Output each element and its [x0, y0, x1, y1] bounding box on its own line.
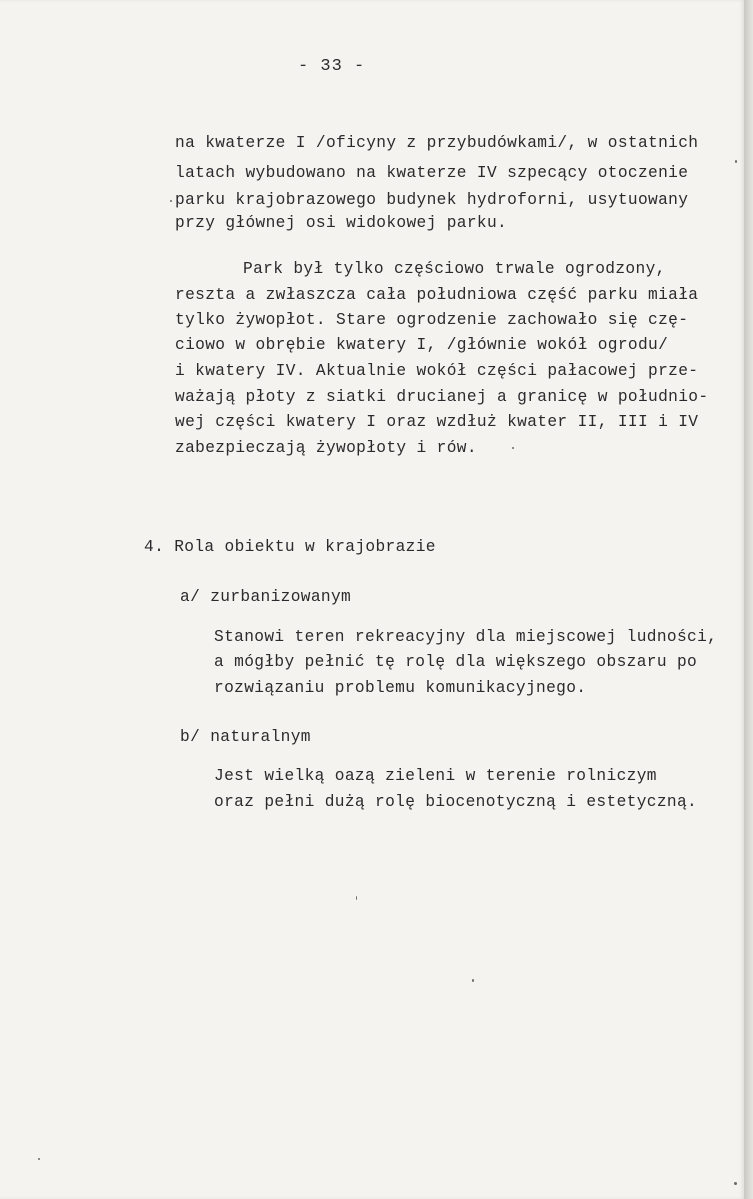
scan-speck [38, 1158, 40, 1160]
paragraph-1-line-1: na kwaterze I /oficyny z przybudówkami/, w ostatnich [175, 134, 699, 152]
subsection-a-line-2: a mógłby pełnić tę rolę dla większego obszaru po [214, 653, 698, 671]
paragraph-1-line-4: przy głównej osi widokowej parku. [175, 214, 508, 232]
subsection-b-line-2: oraz pełni dużą rolę biocenotyczną i estetyczną. [214, 793, 698, 811]
scan-speck [472, 979, 474, 982]
scan-speck [512, 447, 514, 449]
subsection-b-heading: b/ naturalnym [180, 728, 311, 746]
subsection-a-heading: a/ zurbanizowanym [180, 588, 352, 606]
subsection-a-line-3: rozwiązaniu problemu komunikacyjnego. [214, 679, 587, 697]
paragraph-2-line-4: ciowo w obrębie kwatery I, /głównie wokół ogrodu/ [175, 336, 669, 354]
scan-speck [356, 896, 357, 900]
scan-speck [735, 160, 737, 163]
paragraph-2-line-1: Park był tylko częściowo trwale ogrodzony, [243, 260, 666, 278]
paragraph-2-line-3: tylko żywopłot. Stare ogrodzenie zachowało się czę- [175, 311, 689, 329]
paragraph-2-line-8: zabezpieczają żywopłoty i rów. [175, 439, 477, 457]
subsection-a-line-1: Stanowi teren rekreacyjny dla miejscowej ludności, [214, 628, 718, 646]
paragraph-2-line-6: ważają płoty z siatki drucianej a granicę w południo- [175, 388, 709, 406]
scan-speck [170, 200, 172, 202]
paragraph-1-line-3: parku krajobrazowego budynek hydroforni, usytuowany [175, 191, 689, 209]
section-4-heading: 4. Rola obiektu w krajobrazie [144, 538, 436, 556]
paragraph-2-line-5: i kwatery IV. Aktualnie wokół części pałacowej prze- [175, 362, 699, 380]
page-number: - 33 - [298, 57, 366, 76]
page-edge [744, 0, 753, 1199]
scan-speck [734, 1182, 737, 1185]
paragraph-2-line-7: wej części kwatery I oraz wzdłuż kwater II, III i IV [175, 413, 699, 431]
subsection-b-line-1: Jest wielką oazą zieleni w terenie rolniczym [214, 767, 657, 785]
paragraph-1-line-2: latach wybudowano na kwaterze IV szpecący otoczenie [175, 164, 689, 182]
paragraph-2-line-2: reszta a zwłaszcza cała południowa część parku miała [175, 286, 699, 304]
